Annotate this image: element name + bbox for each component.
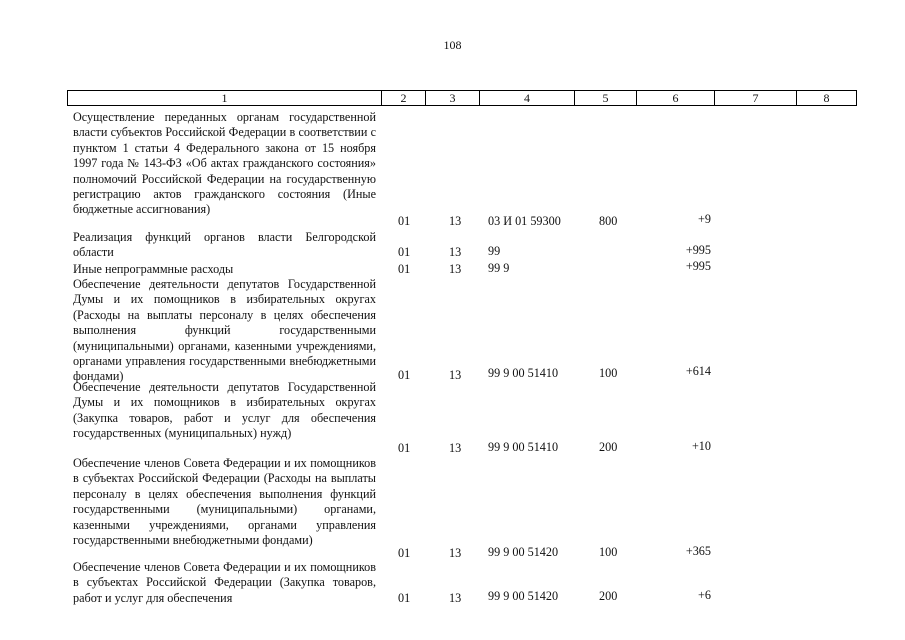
row-amount: +6 bbox=[698, 588, 711, 602]
row-expense-type: 800 bbox=[599, 214, 618, 228]
row-amount: +995 bbox=[685, 243, 711, 257]
header-col-4: 4 bbox=[480, 91, 575, 105]
row-expense-type: 100 bbox=[599, 545, 618, 559]
row-amount: +614 bbox=[685, 364, 711, 378]
row-description: Иные непрограммные расходы bbox=[73, 262, 234, 276]
row-target-article: 99 9 00 51410 bbox=[488, 440, 559, 454]
row-description: Реализация функций органов власти Белгородской области bbox=[73, 230, 376, 260]
row-subsection: 13 bbox=[449, 546, 462, 560]
row-description: Обеспечение деятельности депутатов Государственной Думы и их помощников в избирательных округах (Расходы на выплаты персоналу в целях обеспечения выполнения функций государственными (муниципальными) органами, казенными учреждениями, органами управления государственными внебюджетными фондами) bbox=[73, 277, 376, 384]
row-amount: +365 bbox=[685, 544, 711, 558]
row-target-article: 99 bbox=[488, 244, 501, 258]
row-subsection: 13 bbox=[449, 214, 462, 228]
header-col-5: 5 bbox=[575, 91, 637, 105]
row-section: 01 bbox=[398, 546, 411, 560]
row-section: 01 bbox=[398, 214, 411, 228]
row-target-article: 99 9 00 51420 bbox=[488, 589, 559, 603]
row-subsection: 13 bbox=[449, 245, 462, 259]
row-amount: +995 bbox=[685, 259, 711, 273]
row-description: Обеспечение членов Совета Федерации и их помощников в субъектах Российской Федерации (Закупка товаров, работ и услуг для обеспечения bbox=[73, 560, 376, 605]
row-expense-type: 200 bbox=[599, 440, 618, 454]
header-col-8: 8 bbox=[823, 91, 830, 105]
row-expense-type: 100 bbox=[599, 366, 618, 380]
row-subsection: 13 bbox=[449, 262, 462, 276]
row-expense-type: 200 bbox=[599, 589, 618, 603]
header-col-2: 2 bbox=[382, 91, 426, 105]
row-description: Обеспечение членов Совета Федерации и их помощников в субъектах Российской Федерации (Расходы на выплаты персоналу в целях обеспечения выполнения функций государственными (муниципальными) органами, казенными учреждениями, органами управления государственными внебюджетными фондами) bbox=[73, 456, 376, 548]
row-subsection: 13 bbox=[449, 441, 462, 455]
row-section: 01 bbox=[398, 591, 411, 605]
table-header bbox=[67, 90, 857, 106]
row-subsection: 13 bbox=[449, 591, 462, 605]
row-section: 01 bbox=[398, 262, 411, 276]
row-section: 01 bbox=[398, 441, 411, 455]
row-subsection: 13 bbox=[449, 368, 462, 382]
header-col-1: 1 bbox=[68, 91, 382, 105]
row-amount: +10 bbox=[691, 439, 711, 453]
header-col-3: 3 bbox=[426, 91, 480, 105]
row-section: 01 bbox=[398, 368, 411, 382]
row-target-article: 99 9 bbox=[488, 261, 510, 275]
row-target-article: 03 И 01 59300 bbox=[488, 214, 561, 228]
page-number: 108 bbox=[443, 38, 462, 52]
row-description: Осуществление переданных органам государственной власти субъектов Российской Федерации в соответствии с пунктом 1 статьи 4 Федерального закона от 15 ноября 1997 года № 143-ФЗ «Об актах гражданского состояния» полномочий Российской Федерации на государственную регистрацию актов гражданского состояния (Иные бюджетные ассигнования) bbox=[73, 110, 376, 217]
header-col-6: 6 bbox=[637, 91, 715, 105]
row-section: 01 bbox=[398, 245, 411, 259]
row-target-article: 99 9 00 51420 bbox=[488, 545, 559, 559]
header-col-7: 7 bbox=[715, 91, 797, 105]
row-description: Обеспечение деятельности депутатов Государственной Думы и их помощников в избирательных округах (Закупка товаров, работ и услуг для обеспечения государственных (муниципальных) нужд) bbox=[73, 380, 376, 441]
row-target-article: 99 9 00 51410 bbox=[488, 366, 559, 380]
row-amount: +9 bbox=[698, 212, 711, 226]
